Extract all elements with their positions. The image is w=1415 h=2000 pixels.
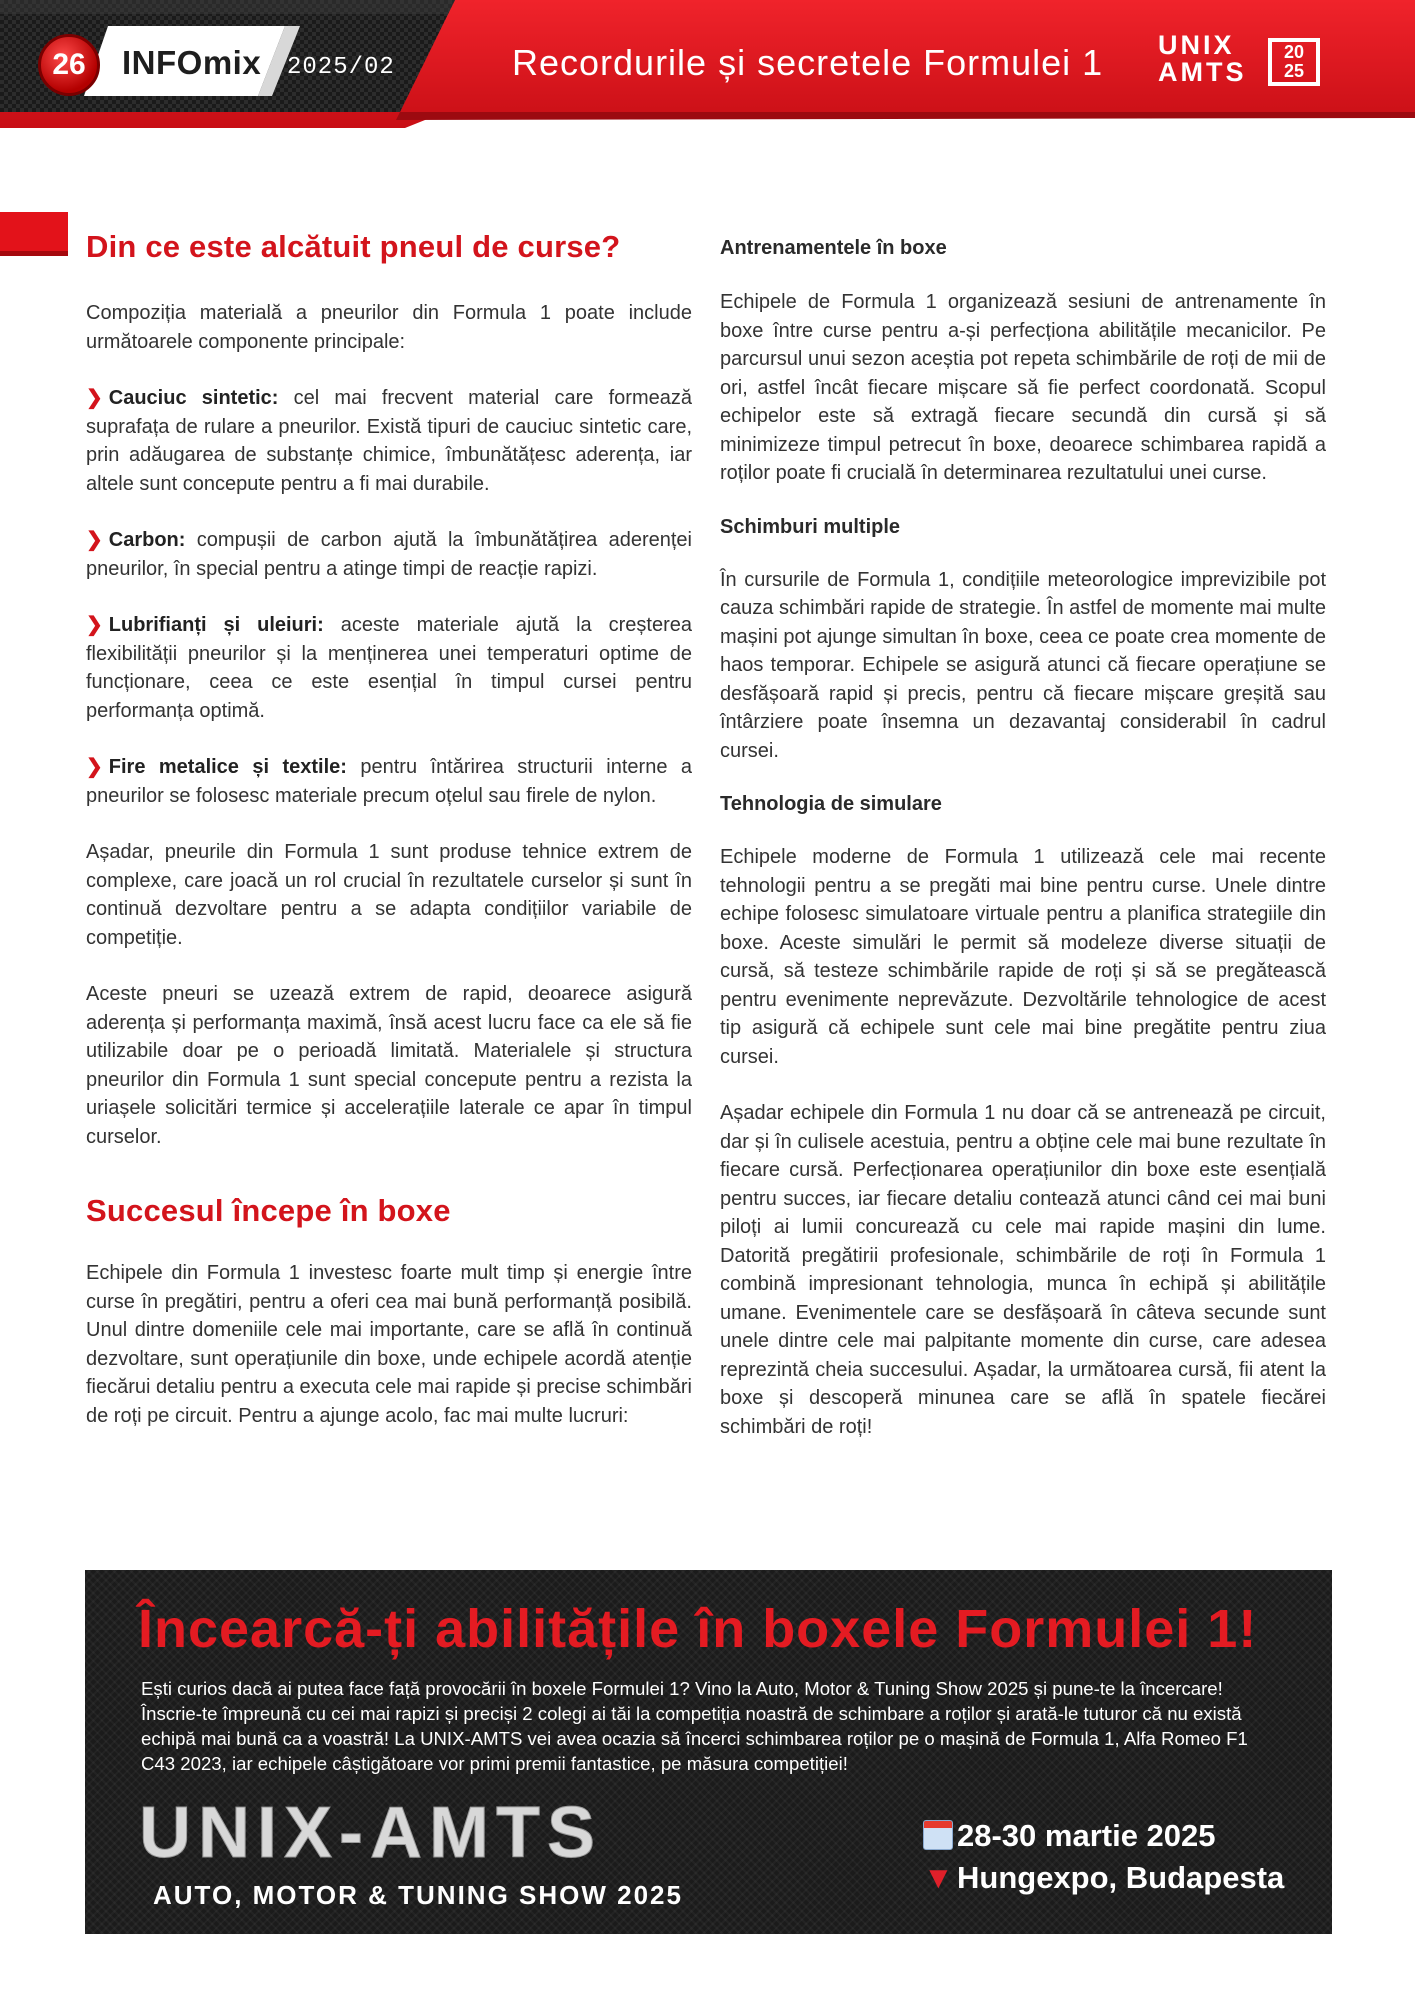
page-number: 26 (38, 34, 100, 96)
body-paragraph: Așadar echipele din Formula 1 nu doar că se antrenează pe circuit, dar și în culisele acestuia, pentru a obține cele mai bune rezultate în fiecare cursă. Perfecționarea operațiunilor din boxe este esențială pentru succes, iar fiecare detaliu contează atunci când cei mai buni piloți ai lumii concurează cu cele mai rapide mașini din lume. Datorită pregătirii profesionale, schimbările de roți în Formula 1 combină impresionant tehnologia, munca în echipă și abilitățile umane. Evenimentele care se desfășoară în câteva secunde sunt unele dintre cele mai palpitante momente din curse, care adesea reprezintă cheia succesului. Așadar, la următoarea cursă, fii atent la boxe și descoperă minunea care se află în spatele fiecărei schimbări de roți! (720, 1102, 1326, 1438)
event-logo: UNIX-AMTS (139, 1793, 602, 1873)
promo-text: Ești curios dacă ai putea face față provocării în boxele Formulei 1? Vino la Auto, Motor & Tuning Show 2025 și pune-te la încercare! Înscrie-te împreună cu cei mai rapizi și preciși 2 colegi ai tăi la competiția noastră de schimbare a roților și arată-le tuturor că nu există echipă mai bună ca a voastră! La UNIX-AMTS vei avea ocazia să încerci schimbarea roților pe o mașină de Formula 1, Alfa Romeo F1 C43 2023, iar echipele câștigătoare vor primi premii fantastice, pe măsura competiției! (141, 1678, 1248, 1774)
item-text: aceste materiale ajută la creșterea flexibilității pneurilor și la menținerea unei temperaturi optime de funcționare, ceea ce este esențial în timpul cursei pentru performanța optimă. (86, 614, 692, 722)
body-paragraph: Aceste pneuri se uzează extrem de rapid, deoarece asigură aderența și performanța maximă, însă acest lucru face ca ele să fie utilizabile doar pe o perioadă limitată. Materialele și structura pneurilor din Formula 1 sunt special concepute pentru a rezista la uriașele solicitări termice și accelerațiile laterale ce apar în timpul curselor. (86, 983, 692, 1148)
body-paragraph: Așadar, pneurile din Formula 1 sunt produse tehnice extrem de complexe, care joacă un rol crucial în rezultatele curselor și sunt în continuă dezvoltare pentru a se adapta condițiilor variabile de competiție. (86, 841, 692, 949)
unix-amts-logo (1158, 30, 1333, 90)
list-item (86, 526, 692, 583)
item-term: Fire metalice și textile: (108, 756, 347, 778)
list-item (86, 611, 692, 725)
item-text: pentru întărirea structurii interne a pneurilor se folosesc materiale precum oțelul sau firele de nylon. (86, 756, 693, 807)
right-column (720, 226, 1326, 1469)
heading-success-pits: Succesul începe în boxe (86, 1193, 451, 1228)
event-date (923, 1818, 1216, 1854)
section-marker (0, 212, 68, 256)
issue-number: 2025/02 (287, 54, 395, 81)
magazine-name: INFOmix (122, 44, 262, 81)
page-header-title: Recordurile și secretele Formulei 1 (512, 42, 1104, 83)
logo-line-1: UNIX (1158, 30, 1235, 60)
item-term: Lubrifianți și uleiuri: (108, 614, 324, 636)
body-paragraph: Echipele din Formula 1 investesc foarte mult timp și energie între curse în pregătiri, pentru a oferi cea mai bună performanță posibilă. Unul dintre domeniile cele mai importante, care se află în continuă dezvoltare, sunt operațiunile din boxe, unde echipele acordă atenție fiecărui detaliu pentru a executa cele mai rapide și precise schimbări de roți pe circuit. Pentru a ajunge acolo, fac mai multe lucruri: (86, 1262, 692, 1427)
heading-tire-composition: Din ce este alcătuit pneul de curse? (86, 229, 621, 264)
list-item (86, 384, 692, 498)
chevron-right-icon: ❯ (86, 756, 103, 778)
logo-year-line-1: 20 (1283, 42, 1305, 62)
event-location-text: Hungexpo, Budapesta (957, 1860, 1285, 1895)
subheading-simulation-tech: Tehnologia de simulare (720, 793, 942, 815)
chevron-right-icon: ❯ (86, 529, 103, 551)
body-paragraph: În cursurile de Formula 1, condițiile meteorologice imprevizibile pot cauza schimbări rapide de strategie. În astfel de momente mai multe mașini pot ajunge simultan în boxe, ceea ce poate crea momente de haos temporar. Echipele se asigură atunci că fiecare operațiune se desfășoară rapid și precis, pentru că fiecare mișcare greșită sau întârziere poate însemna un dezavantaj considerabil în cadrul cursei. (720, 568, 1326, 762)
location-pin-icon: ▼ (923, 1860, 954, 1895)
promo-title: Încearcă-ți abilitățile în boxele Formulei 1! (138, 1599, 1258, 1659)
calendar-icon (923, 1820, 953, 1850)
intro-paragraph: Compoziția materială a pneurilor din Formula 1 poate include următoarele componente principale: (86, 302, 692, 353)
chevron-right-icon: ❯ (86, 614, 103, 636)
event-location (923, 1860, 1284, 1896)
item-term: Carbon: (108, 529, 186, 551)
body-paragraph: Echipele moderne de Formula 1 utilizează cele mai recente tehnologii pentru a se pregăti mai bine pentru curse. Unele dintre echipe folosesc simulatoare virtuale pentru a planifica strategiile din boxe. Aceste simulări le permit să modeleze diverse situații de cursă, să testeze schimbările rapide de roți și să se pregătească pentru evenimente neprevăzute. Dezvoltările tehnologice de acest tip asigură că echipele sunt cele mai bine pregătite pentru ziua cursei. (720, 846, 1326, 1068)
logo-year (1268, 38, 1320, 86)
left-column (86, 226, 692, 1458)
item-text: compușii de carbon ajută la îmbunătățirea aderenței pneurilor, în special pentru a atinge timpi de reacție rapizi. (86, 529, 692, 580)
logo-line-2: AMTS (1158, 57, 1247, 87)
body-paragraph: Echipele de Formula 1 organizează sesiuni de antrenamente în boxe între curse pentru a-și perfecționa abilitățile mecanicilor. Pe parcursul unui sezon aceștia pot repeta schimbările de roți de mii de ori, astfel încât fiecare mișcare să fie perfect coordonată. Scopul echipelor este să extragă fiecare secundă din cursă și să minimizeze timpul petrecut în boxe, deoarece schimbarea rapidă a roților poate fi crucială în determinarea rezultatului unei curse. (720, 291, 1326, 484)
list-item (86, 753, 692, 810)
subheading-pit-training: Antrenamentele în boxe (720, 237, 947, 259)
event-date-text: 28-30 martie 2025 (957, 1818, 1216, 1853)
event-subtitle: AUTO, MOTOR & TUNING SHOW 2025 (153, 1880, 683, 1910)
item-term: Cauciuc sintetic: (108, 387, 279, 409)
logo-text (1158, 32, 1247, 86)
chevron-right-icon: ❯ (86, 387, 103, 409)
subheading-multiple-stops: Schimburi multiple (720, 515, 901, 538)
promo-banner (85, 1570, 1332, 1934)
logo-year-line-2: 25 (1283, 61, 1305, 81)
item-text: cel mai frecvent material care formează suprafața de rulare a pneurilor. Există tipuri de cauciuc sintetic care, prin adăugarea de substanțe chimice, îmbunătățesc aderența, iar altele sunt concepute pentru a fi mai durabile. (86, 387, 692, 495)
page-header (0, 0, 1415, 128)
